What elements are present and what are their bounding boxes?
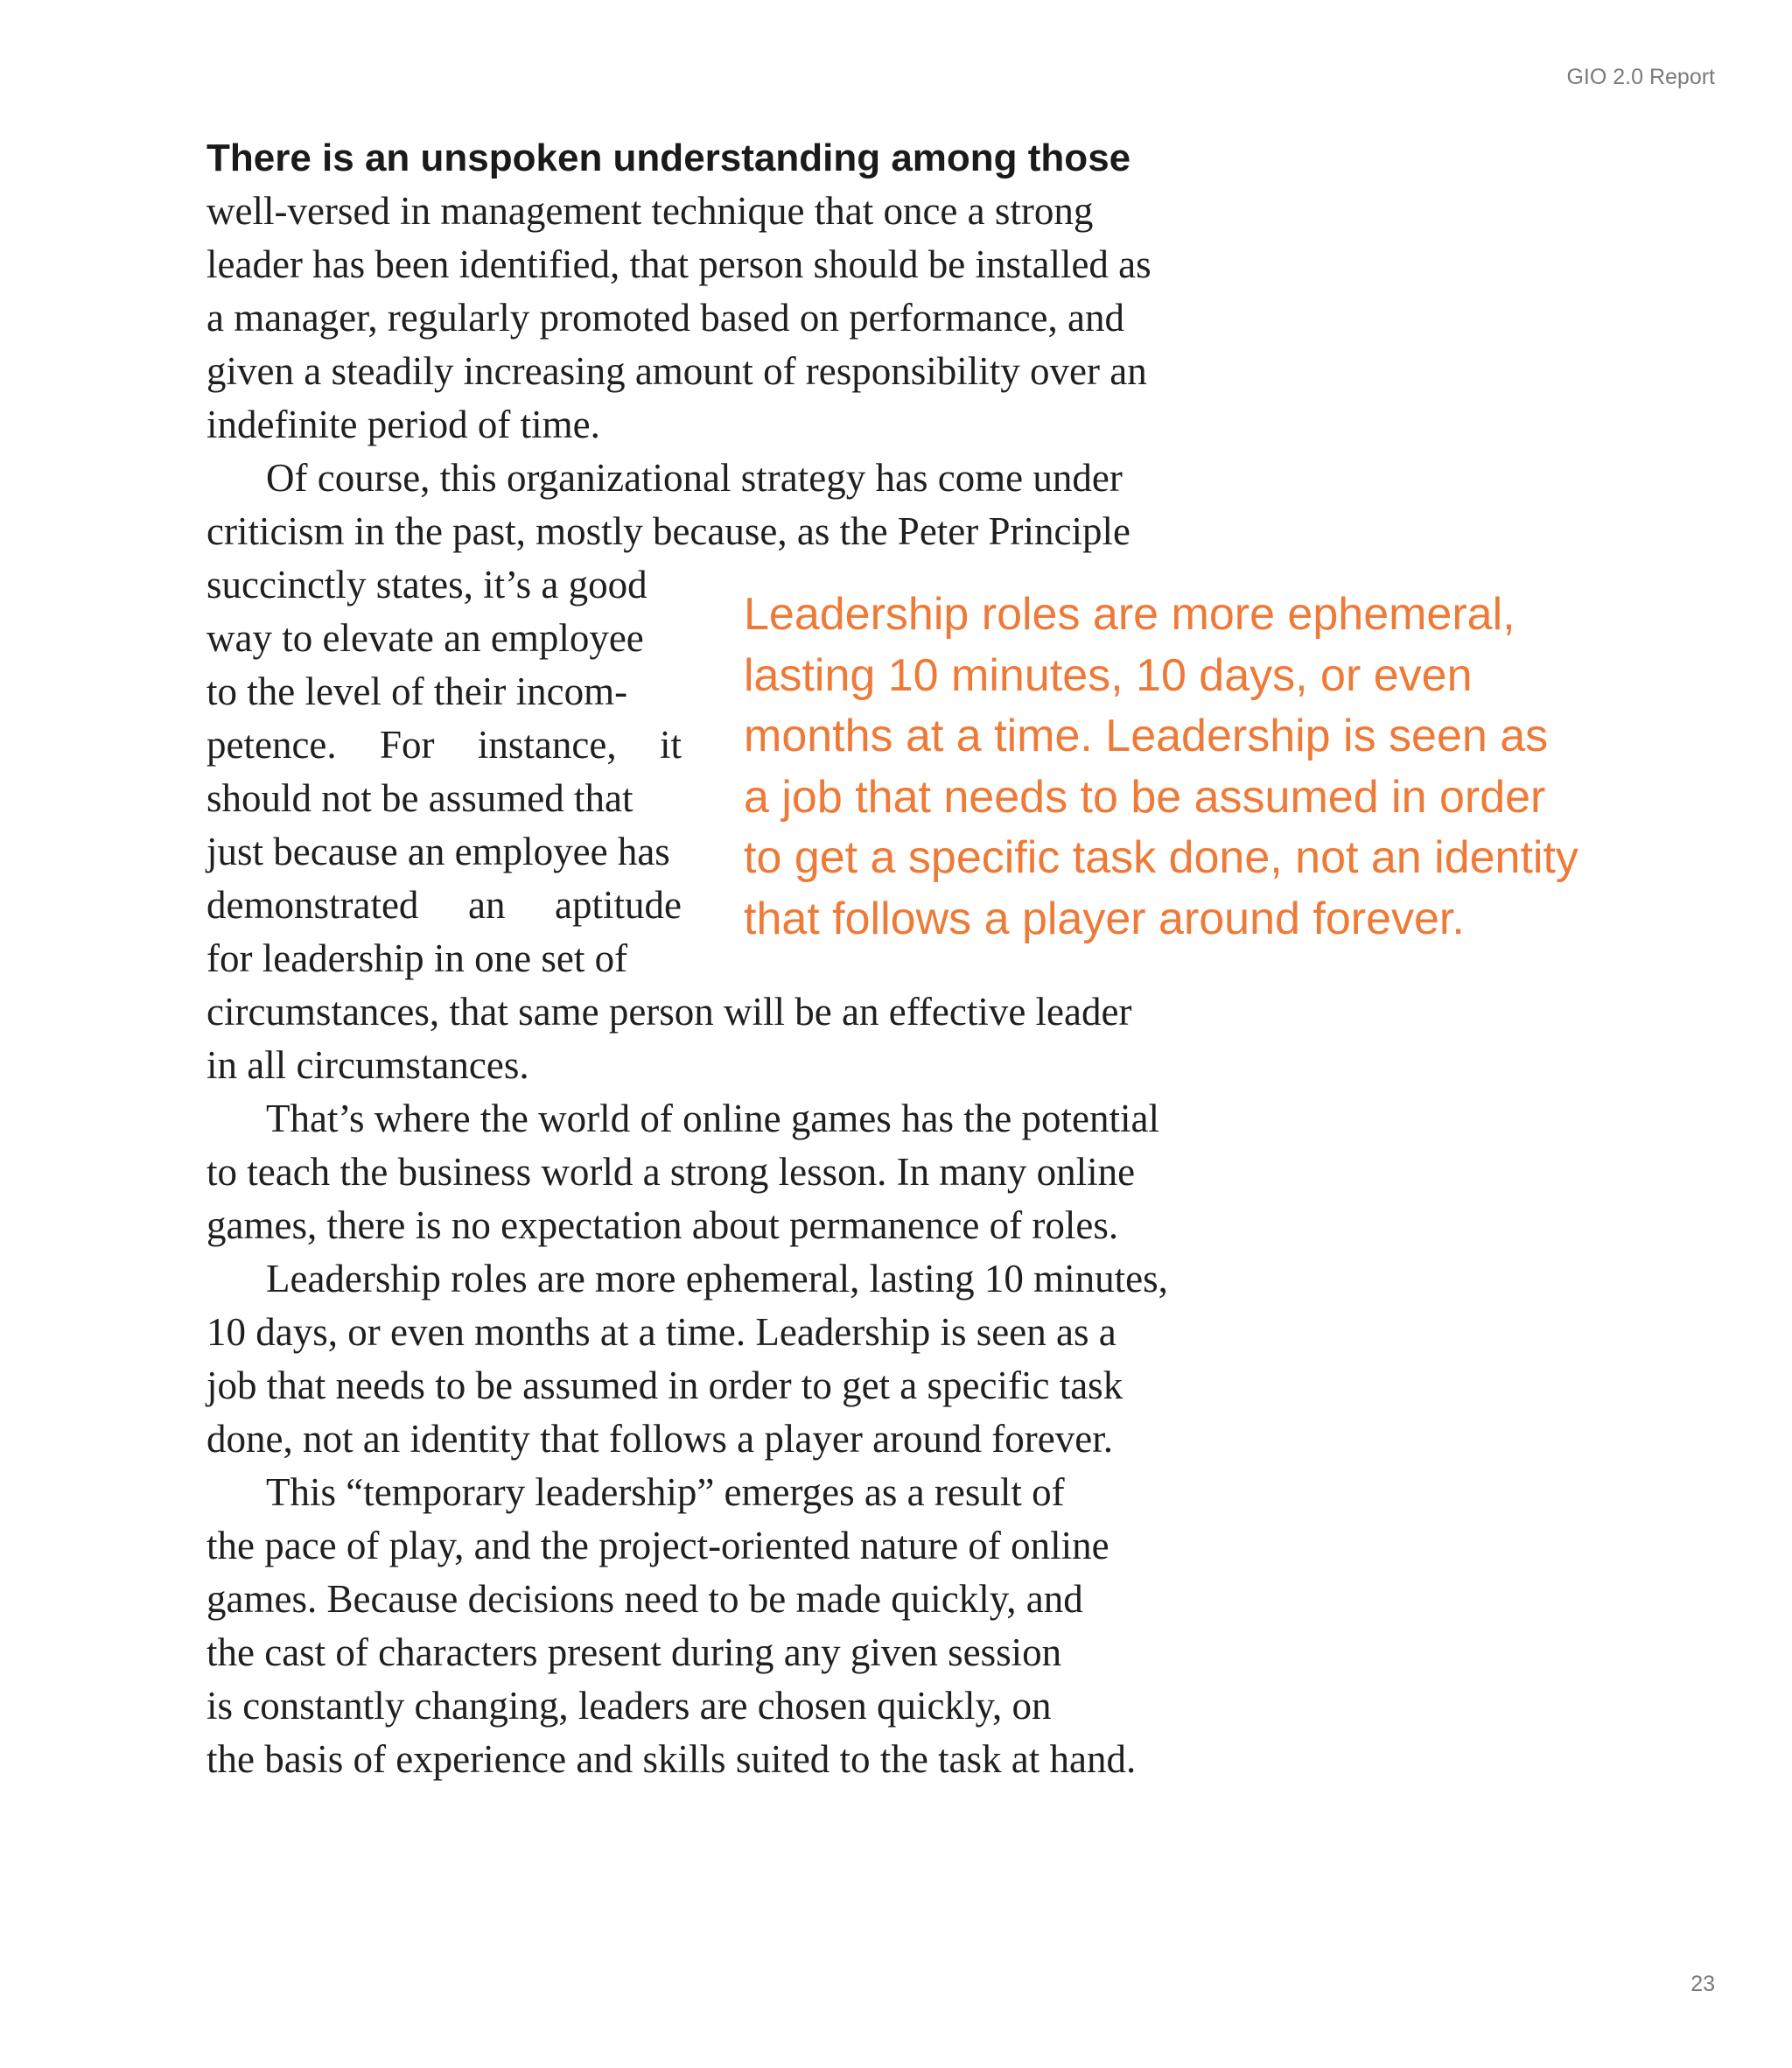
body-line: the cast of characters present during any given session	[206, 1630, 1062, 1674]
body-line-narrow: succinctly states, it’s a good	[206, 563, 648, 606]
body-line-narrow: for leadership in one set of	[206, 936, 628, 980]
pull-quote-line: lasting 10 minutes, 10 days, or even	[744, 649, 1473, 701]
running-head: GIO 2.0 Report	[1566, 65, 1715, 89]
body-line: a manager, regularly promoted based on performance, and	[206, 296, 1124, 340]
body-line: is constantly changing, leaders are chosen quickly, on	[206, 1684, 1052, 1728]
body-line: indefinite period of time.	[206, 403, 600, 446]
lead-in-heading: There is an unspoken understanding among those	[206, 137, 1131, 179]
pull-quote-line: to get a specific task done, not an identity	[744, 832, 1578, 883]
body-line: in all circumstances.	[206, 1043, 529, 1087]
body-line: the basis of experience and skills suited to the task at hand.	[206, 1737, 1137, 1781]
body-line-narrow: just because an employee has	[206, 830, 670, 873]
body-line-narrow: petence. For instance, it	[206, 723, 682, 767]
body-line: criticism in the past, mostly because, as the Peter Principle	[206, 509, 1130, 553]
body-line: This “temporary leadership” emerges as a result of	[266, 1470, 1065, 1514]
body-line: That’s where the world of online games has the potential	[266, 1097, 1159, 1140]
body-line: the pace of play, and the project-oriented nature of online	[206, 1524, 1110, 1567]
body-line: Leadership roles are more ephemeral, lasting 10 minutes,	[266, 1257, 1168, 1300]
body-line: games. Because decisions need to be made quickly, and	[206, 1577, 1083, 1621]
body-line: leader has been identified, that person should be installed as	[206, 242, 1152, 286]
body-line: done, not an identity that follows a player around forever.	[206, 1417, 1113, 1461]
body-line-narrow: to the level of their incom-	[206, 669, 628, 713]
pull-quote	[744, 585, 1741, 950]
article-body	[206, 131, 1318, 1786]
body-line: well-versed in management technique that once a strong	[206, 189, 1094, 233]
body-line-narrow: should not be assumed that	[206, 776, 634, 820]
body-line-narrow: demonstrated an aptitude	[206, 883, 682, 927]
page-number: 23	[1690, 1972, 1715, 1996]
pull-quote-line: months at a time. Leadership is seen as	[744, 711, 1549, 761]
body-line: Of course, this organizational strategy has come under	[266, 456, 1123, 500]
body-line: to teach the business world a strong lesson. In many online	[206, 1150, 1136, 1194]
body-line: circumstances, that same person will be an effective leader	[206, 990, 1132, 1034]
pull-quote-line: that follows a player around forever.	[744, 893, 1465, 944]
pull-quote-line: a job that needs to be assumed in order	[744, 771, 1546, 823]
body-line: given a steadily increasing amount of responsibility over an	[206, 349, 1147, 393]
pull-quote-line: Leadership roles are more ephemeral,	[744, 589, 1516, 640]
body-line-narrow: way to elevate an employee	[206, 616, 644, 660]
body-line: games, there is no expectation about permanence of roles.	[206, 1203, 1119, 1247]
body-line: 10 days, or even months at a time. Leadership is seen as a	[206, 1310, 1116, 1354]
body-line: job that needs to be assumed in order to get a specific task	[206, 1363, 1124, 1407]
